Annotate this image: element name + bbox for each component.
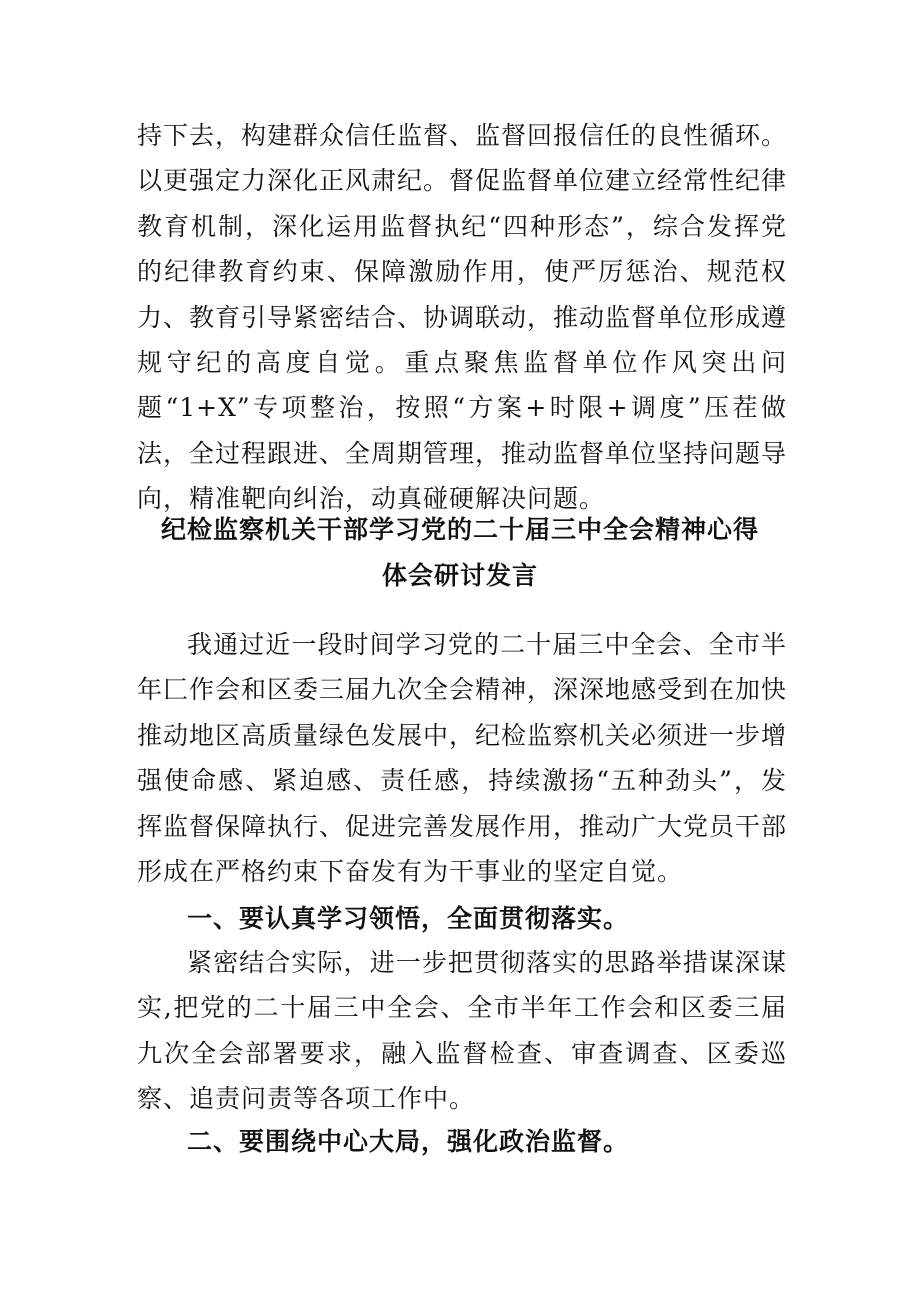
section-heading-2: 二、要围绕中心大局，强化政治监督。 [187, 1127, 630, 1156]
continuation-paragraph: 持下去，构建群众信任监督、监督回报信任的良性循环。以更强定力深化正风肃纪。督促监督单位建立经常性纪律教育机制，深化运用监督执纪“四种形态”，综合发挥党的纪律教育约束、保障激励作用，使严厉惩治、规范权力、教育引导紧密结合、协调联动，推动监督单位形成遵规守纪的高度自觉。重点聚焦监督单位作风突出问题“1+X”专项整治，按照“方案+时限+调度”压茬做法，全过程跟进、全周期管理，推动监督单位坚持问题导向，精准靶向纠治，动真碰硬解决问题。 [137, 121, 788, 514]
section-heading-1: 一、要认真学习领悟，全面贯彻落实。 [187, 904, 630, 933]
document-title-line-2: 体会研讨发言 [381, 561, 538, 590]
document-title-line-1: 纪检监察机关干部学习党的二十届三中全会精神心得 [160, 515, 759, 544]
section-1-paragraph: 紧密结合实际，进一步把贯彻落实的思路举措谋深谋实,把党的二十届三中全会、全市半年工作会和区委三届九次全会部署要求，融入监督检查、审查调查、区委巡察、追责问责等各项工作中。 [137, 948, 787, 1114]
intro-paragraph: 我通过近一段时间学习党的二十届三中全会、全市半年匚作会和区委三届九次全会精神，深深地感受到在加快推动地区高质量绿色发展中，纪检监察机关必须进一步增强使命感、紧迫感、责任感，持续激扬“五种劲头”，发挥监督保障执行、促进完善发展作用，推动广大党员干部形成在严格约束下奋发有为干事业的坚定自觉。 [137, 630, 788, 887]
